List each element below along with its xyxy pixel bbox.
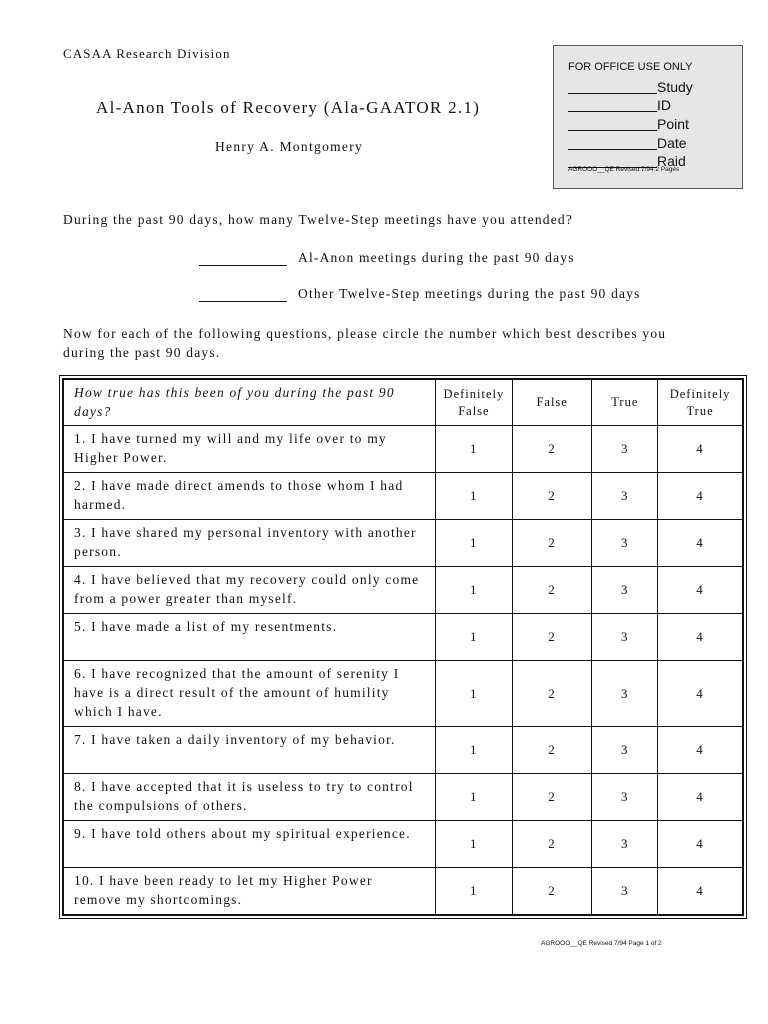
office-use-heading: FOR OFFICE USE ONLY: [568, 61, 693, 73]
rating-option[interactable]: 3: [592, 473, 658, 520]
rating-option[interactable]: 4: [658, 821, 743, 868]
page-footer: AGROOO__QE Revised 7/94 Page 1 of 2: [541, 940, 662, 947]
office-field-point: [568, 113, 689, 131]
item-text: 5. I have made a list of my resentments.: [63, 614, 435, 661]
al-anon-meetings-label: Al-Anon meetings during the past 90 days: [298, 250, 575, 265]
rating-option[interactable]: 3: [592, 821, 658, 868]
rating-option[interactable]: 4: [658, 473, 743, 520]
item-text: 4. I have believed that my recovery could only come from a power greater than myself.: [63, 567, 435, 614]
office-field-label: Date: [657, 135, 687, 151]
al-anon-meetings-blank[interactable]: [199, 251, 287, 266]
rating-option[interactable]: 1: [435, 821, 512, 868]
item-text: 8. I have accepted that it is useless to try to control the compulsions of others.: [63, 774, 435, 821]
table-row: [63, 727, 743, 774]
rating-option[interactable]: 2: [512, 868, 592, 915]
table-row: [63, 661, 743, 727]
item-text: 2. I have made direct amends to those whom I had harmed.: [63, 473, 435, 520]
table-row: [63, 821, 743, 868]
meetings-question: During the past 90 days, how many Twelve-Step meetings have you attended?: [63, 212, 574, 227]
item-text: 3. I have shared my personal inventory with another person.: [63, 520, 435, 567]
true-header: True: [592, 379, 658, 426]
office-field-id: [568, 94, 671, 112]
table-row: [63, 426, 743, 473]
item-text: 6. I have recognized that the amount of serenity I have is a direct result of the amount of humility which I have.: [63, 661, 435, 727]
false-header: False: [512, 379, 592, 426]
item-text: 1. I have turned my will and my life over to my Higher Power.: [63, 426, 435, 473]
item-text: 7. I have taken a daily inventory of my behavior.: [63, 727, 435, 774]
table-row: [63, 520, 743, 567]
table-row: [63, 473, 743, 520]
al-anon-meetings-row: [199, 250, 575, 266]
rating-option[interactable]: 2: [512, 661, 592, 727]
rating-option[interactable]: 2: [512, 821, 592, 868]
table-row: [63, 567, 743, 614]
document-title: Al-Anon Tools of Recovery (Ala-GAATOR 2.1): [96, 98, 481, 117]
rating-option[interactable]: 1: [435, 567, 512, 614]
rating-option[interactable]: 2: [512, 520, 592, 567]
question-column-header: How true has this been of you during the past 90 days?: [63, 379, 435, 426]
office-field-label: Point: [657, 116, 689, 132]
office-use-box: [553, 45, 743, 189]
office-field-blank: [568, 135, 657, 150]
office-field-study: [568, 76, 693, 94]
rating-option[interactable]: 2: [512, 567, 592, 614]
rating-option[interactable]: 3: [592, 520, 658, 567]
rating-option[interactable]: 4: [658, 661, 743, 727]
rating-option[interactable]: 4: [658, 868, 743, 915]
rating-option[interactable]: 1: [435, 520, 512, 567]
rating-option[interactable]: 2: [512, 426, 592, 473]
rating-option[interactable]: 1: [435, 727, 512, 774]
rating-option[interactable]: 4: [658, 614, 743, 661]
other-meetings-blank[interactable]: [199, 287, 287, 302]
rating-option[interactable]: 3: [592, 727, 658, 774]
rating-option[interactable]: 3: [592, 567, 658, 614]
office-field-label: Raid: [657, 153, 686, 169]
rating-option[interactable]: 3: [592, 774, 658, 821]
office-field-blank: [568, 97, 657, 112]
rating-option[interactable]: 2: [512, 473, 592, 520]
rating-option[interactable]: 4: [658, 774, 743, 821]
rating-option[interactable]: 3: [592, 426, 658, 473]
rating-option[interactable]: 2: [512, 727, 592, 774]
rating-option[interactable]: 4: [658, 520, 743, 567]
table-row: [63, 868, 743, 915]
other-meetings-label: Other Twelve-Step meetings during the past 90 days: [298, 286, 641, 301]
office-field-blank: [568, 79, 657, 94]
rating-option[interactable]: 2: [512, 774, 592, 821]
rating-option[interactable]: 3: [592, 868, 658, 915]
instruction-text: Now for each of the following questions, please circle the number which best describes you during the past 90 days.: [63, 326, 667, 360]
office-field-label: Study: [657, 79, 693, 95]
rating-option[interactable]: 1: [435, 473, 512, 520]
rating-option[interactable]: 3: [592, 614, 658, 661]
office-form-code: AGROOO__QE Revised 7/94 2 Pages: [568, 166, 680, 173]
rating-option[interactable]: 4: [658, 567, 743, 614]
table-header-row: [63, 379, 743, 426]
rating-option[interactable]: 1: [435, 868, 512, 915]
office-field-label: ID: [657, 97, 671, 113]
rating-option[interactable]: 1: [435, 661, 512, 727]
office-field-date: [568, 132, 687, 150]
rating-option[interactable]: 2: [512, 614, 592, 661]
research-division: CASAA Research Division: [63, 46, 231, 61]
office-field-blank: [568, 116, 657, 131]
definitely-true-header: Definitely True: [658, 379, 743, 426]
item-text: 10. I have been ready to let my Higher Power remove my shortcomings.: [63, 868, 435, 915]
rating-option[interactable]: 1: [435, 774, 512, 821]
rating-option[interactable]: 4: [658, 426, 743, 473]
definitely-false-header: Definitely False: [435, 379, 512, 426]
rating-option[interactable]: 3: [592, 661, 658, 727]
survey-table: [62, 378, 744, 916]
table-row: [63, 614, 743, 661]
table-row: [63, 774, 743, 821]
rating-option[interactable]: 4: [658, 727, 743, 774]
rating-option[interactable]: 1: [435, 614, 512, 661]
other-meetings-row: [199, 286, 641, 302]
item-text: 9. I have told others about my spiritual experience.: [63, 821, 435, 868]
rating-option[interactable]: 1: [435, 426, 512, 473]
author-name: Henry A. Montgomery: [215, 139, 364, 154]
